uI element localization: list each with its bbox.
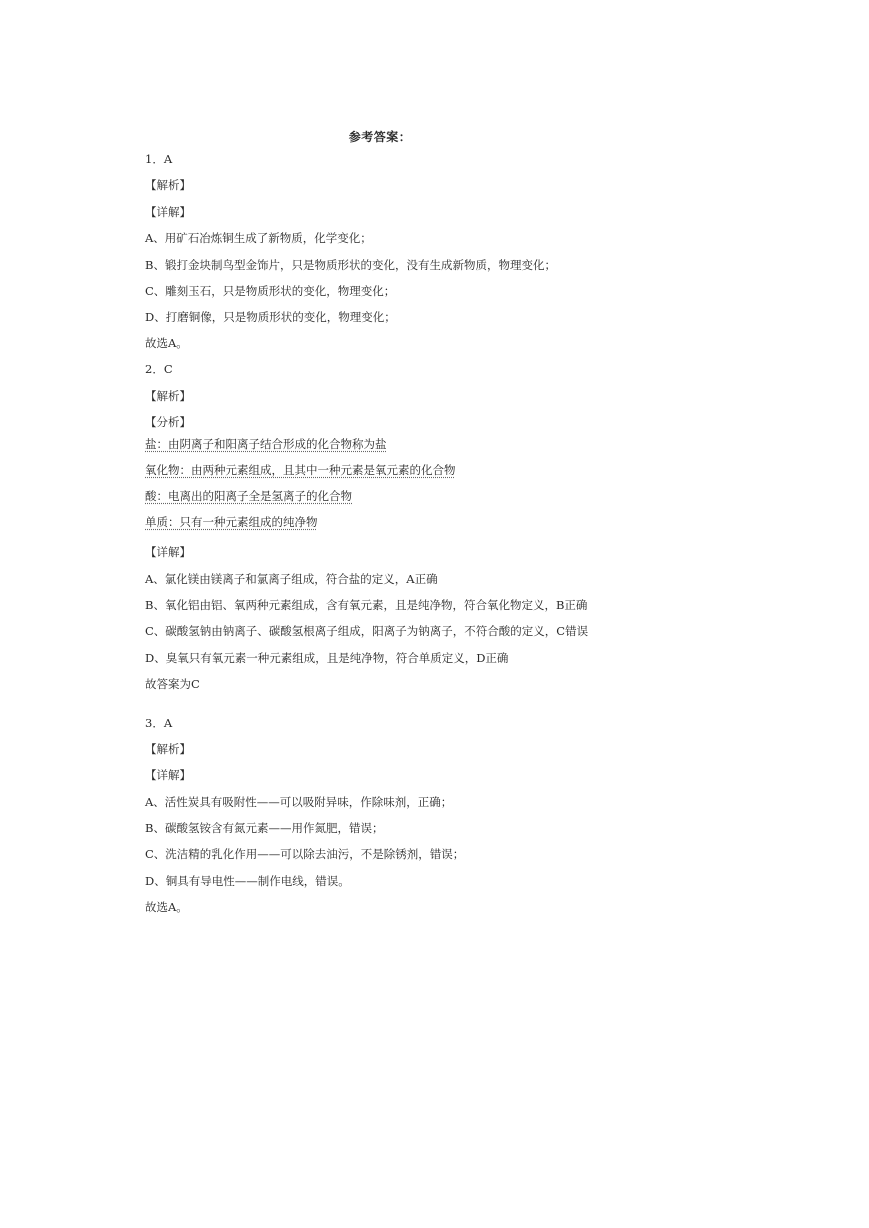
q2-detail-tag: 【详解】 xyxy=(145,545,191,559)
q1-analysis-tag: 【解析】 xyxy=(145,178,191,192)
q1-option-c: C、雕刻玉石，只是物质形状的变化，物理变化； xyxy=(145,284,396,298)
page-title: 参考答案： xyxy=(348,130,412,144)
q2-option-a: A、氯化镁由镁离子和氯离子组成，符合盐的定义，A正确 xyxy=(145,572,438,586)
q2-def-oxide: 氧化物：由两种元素组成，且其中一种元素是氧元素的化合物 xyxy=(145,463,456,477)
q2-def-element: 单质：只有一种元素组成的纯净物 xyxy=(145,515,318,529)
q2-answer: 2．C xyxy=(145,362,173,376)
q2-option-d: D、臭氧只有氧元素一种元素组成，且是纯净物，符合单质定义，D正确 xyxy=(145,651,509,665)
q1-answer: 1．A xyxy=(145,152,173,166)
q1-conclusion: 故选A。 xyxy=(145,336,188,350)
q3-analysis-tag: 【解析】 xyxy=(145,742,191,756)
q2-def-acid: 酸：电离出的阳离子全是氢离子的化合物 xyxy=(145,489,352,503)
q3-option-a: A、活性炭具有吸附性——可以吸附异味，作除味剂，正确； xyxy=(145,795,453,809)
q3-detail-tag: 【详解】 xyxy=(145,768,191,782)
q3-conclusion: 故选A。 xyxy=(145,900,188,914)
q2-option-b: B、氧化铝由铝、氧两种元素组成，含有氧元素，且是纯净物，符合氧化物定义，B正确 xyxy=(145,598,588,612)
q3-option-d: D、铜具有导电性——制作电线，错误。 xyxy=(145,874,350,888)
q2-fenxi-tag: 【分析】 xyxy=(145,415,191,429)
q1-option-a: A、用矿石冶炼铜生成了新物质，化学变化； xyxy=(145,231,372,245)
q3-option-b: B、碳酸氢铵含有氮元素——用作氮肥，错误； xyxy=(145,821,384,835)
q2-conclusion: 故答案为C xyxy=(145,677,200,691)
q3-option-c: C、洗洁精的乳化作用——可以除去油污，不是除锈剂，错误； xyxy=(145,847,465,861)
q2-analysis-tag: 【解析】 xyxy=(145,389,191,403)
q3-answer: 3．A xyxy=(145,716,173,730)
q1-detail-tag: 【详解】 xyxy=(145,205,191,219)
q2-option-c: C、碳酸氢钠由钠离子、碳酸氢根离子组成，阳离子为钠离子，不符合酸的定义，C错误 xyxy=(145,624,589,638)
q1-option-d: D、打磨铜像，只是物质形状的变化，物理变化； xyxy=(145,310,396,324)
q1-option-b: B、锻打金块制鸟型金饰片，只是物质形状的变化，没有生成新物质，物理变化； xyxy=(145,258,556,272)
q2-def-salt: 盐：由阴离子和阳离子结合形成的化合物称为盐 xyxy=(145,437,387,451)
